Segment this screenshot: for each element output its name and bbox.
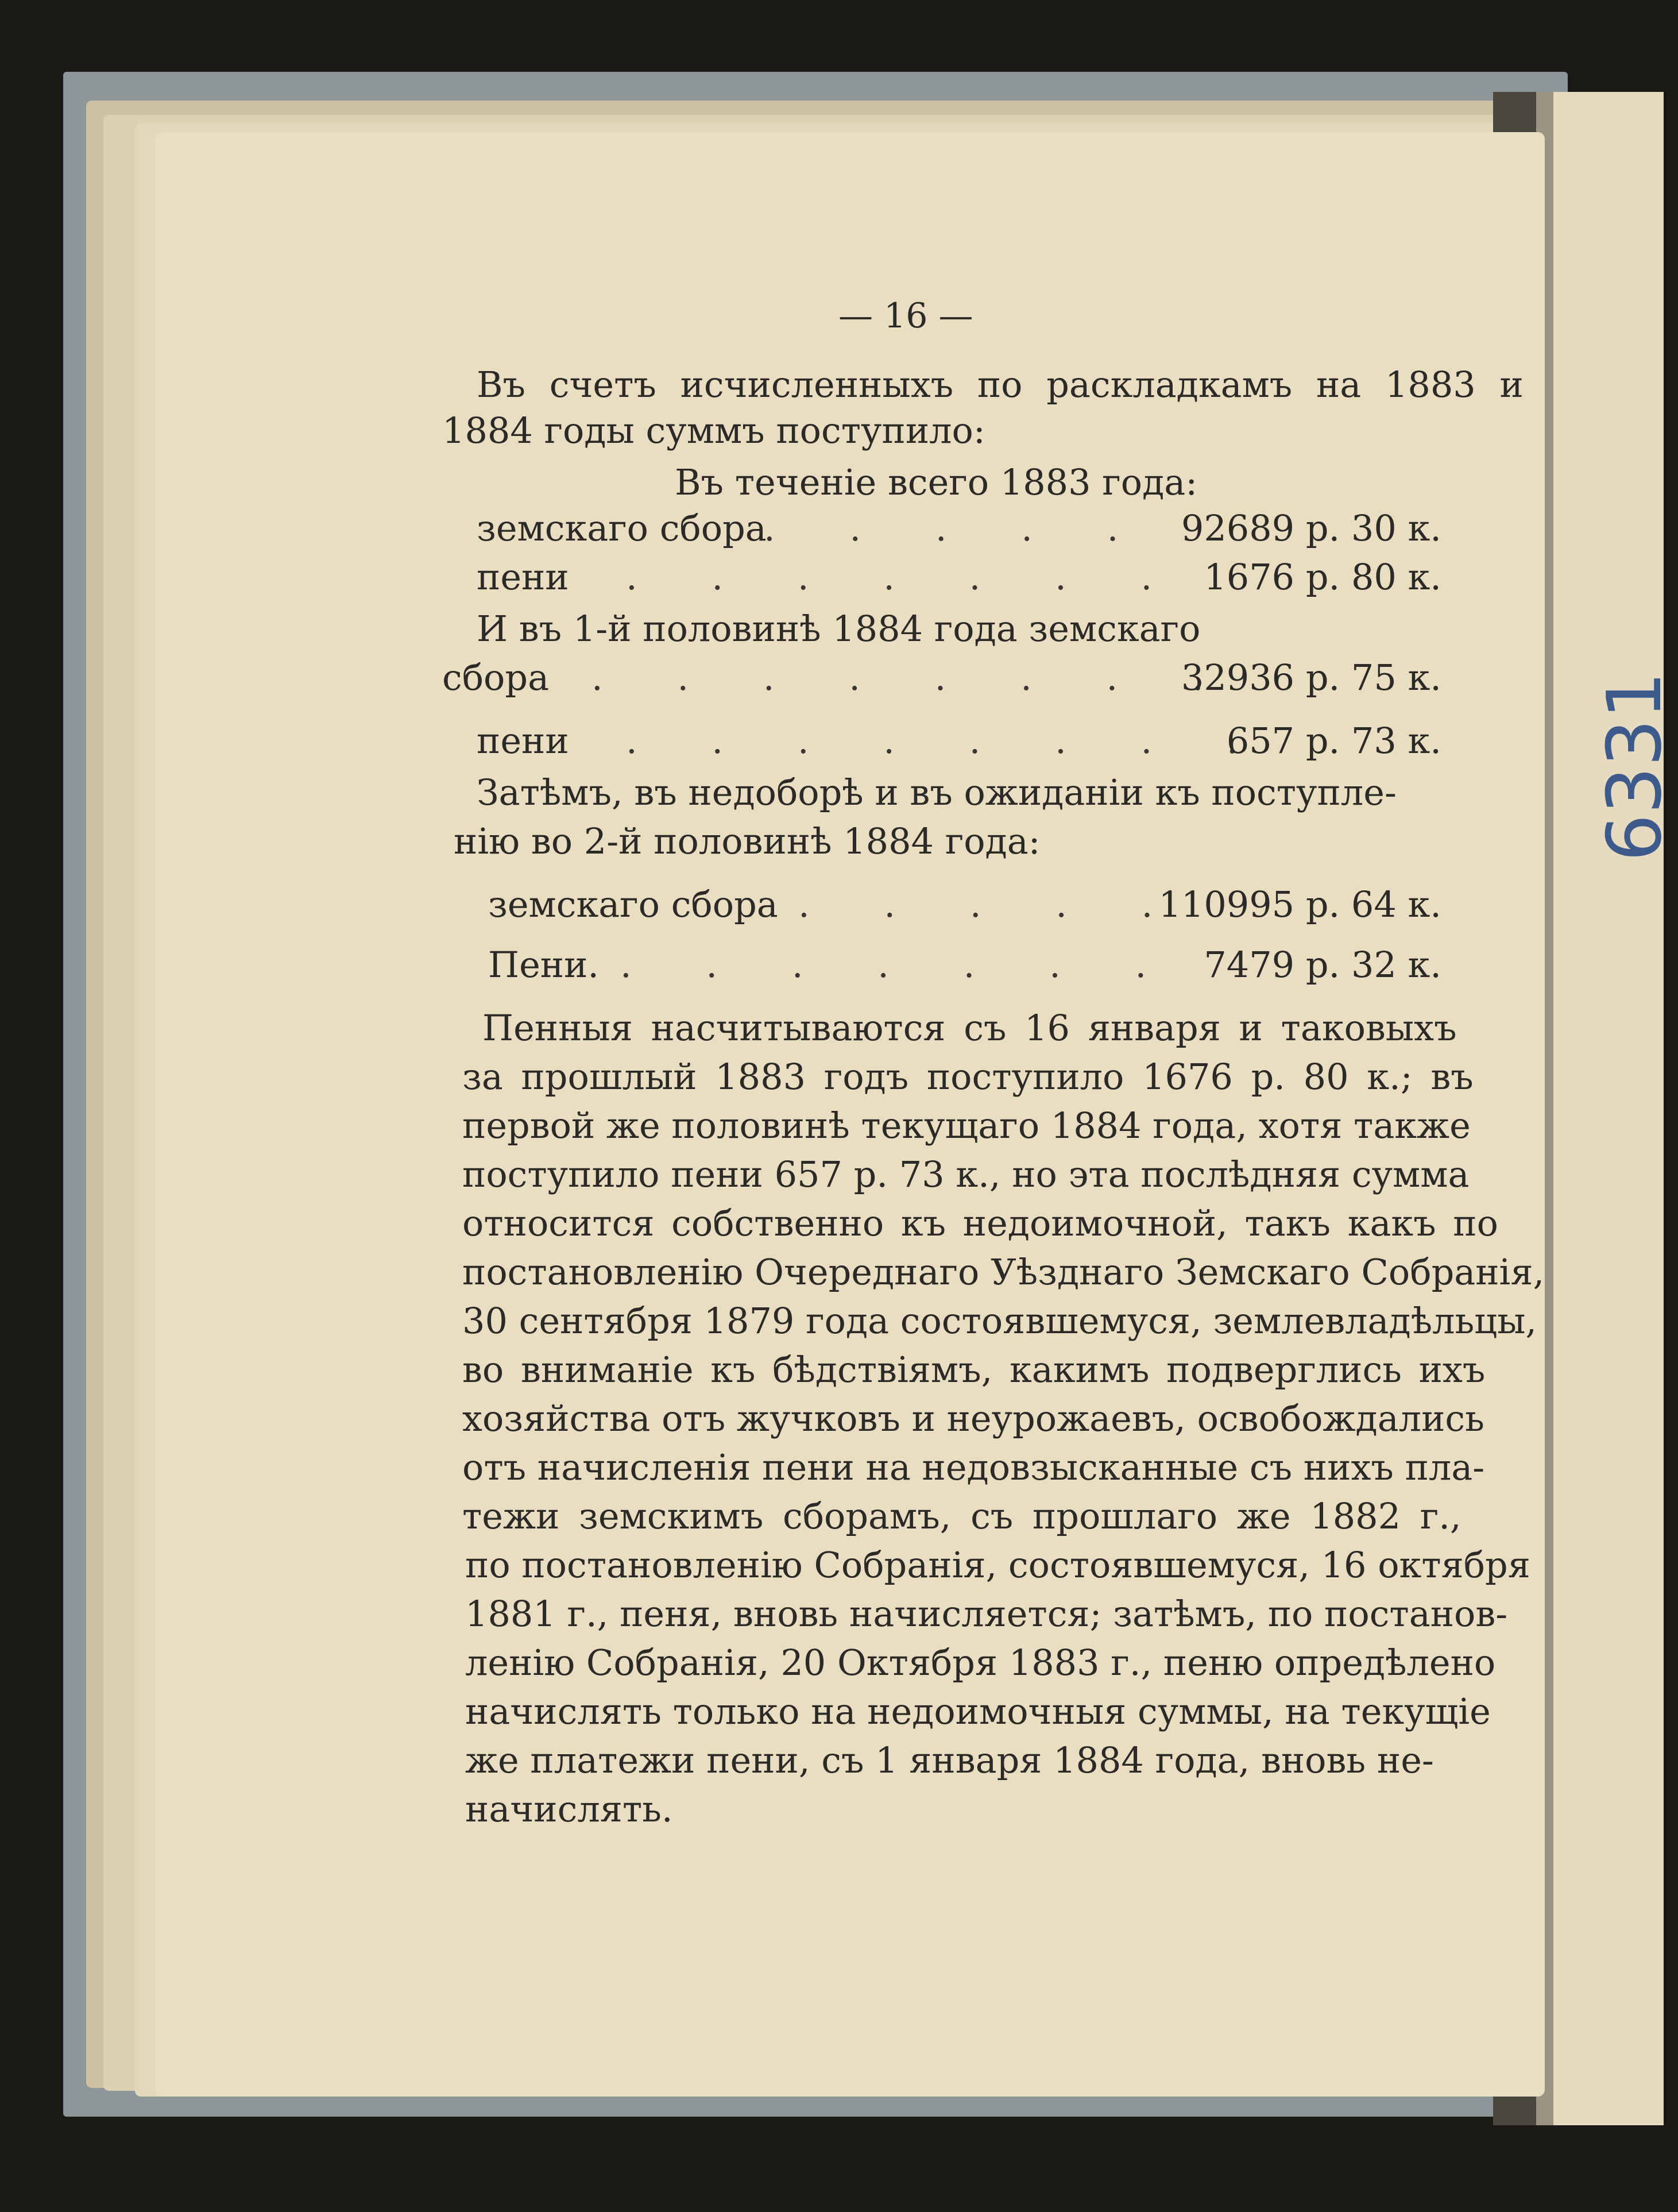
intro-line-2: 1884 годы суммъ поступило: <box>442 410 985 451</box>
leader-dots: . . . . . . . <box>626 556 1184 598</box>
paragraph-line: начислять. <box>465 1788 673 1830</box>
book-page <box>155 132 1545 2097</box>
row-amount: 32936 р. 75 к. <box>1181 657 1441 698</box>
row-label: пени <box>477 556 569 598</box>
paragraph-line: отъ начисленія пени на недовзысканные съ нихъ пла- <box>462 1446 1485 1488</box>
row-label: земскаго сбора <box>488 883 778 925</box>
paragraph-line: по постановленію Собранія, состоявшемуся, 16 октября <box>465 1544 1530 1586</box>
leader-dots: . . . . . <box>798 883 1185 925</box>
row-label: земскаго сбора <box>477 507 767 549</box>
leader-dots: . . . . . . . <box>620 944 1178 986</box>
paragraph-line: поступило пени 657 р. 73 к., но эта послѣдняя сумма <box>462 1153 1470 1195</box>
paragraph-line: ленію Собранія, 20 Октября 1883 г., пеню опредѣлено <box>465 1642 1496 1684</box>
intro-line-1: Въ счетъ исчисленныхъ по раскладкамъ на 1883 и <box>477 364 1524 406</box>
paragraph-line: во вниманіе къ бѣдствіямъ, какимъ подверглись ихъ <box>462 1349 1486 1391</box>
row-amount: 110995 р. 64 к. <box>1158 883 1441 925</box>
row-amount: 1676 р. 80 к. <box>1204 556 1441 598</box>
paragraph-line: первой же половинѣ текущаго 1884 года, хотя также <box>462 1105 1471 1146</box>
paragraph-line: же платежи пени, съ 1 января 1884 года, вновь не- <box>465 1739 1434 1781</box>
page-number: — 16 — <box>838 296 973 336</box>
section-1884-second-heading-1: Затѣмъ, въ недоборѣ и въ ожиданіи къ поступле- <box>477 771 1397 813</box>
leader-dots: . . . . . <box>764 507 1150 549</box>
section-1884-first-heading: И въ 1-й половинѣ 1884 года земскаго <box>477 608 1201 650</box>
paragraph-line: начислять только на недоимочныя суммы, на текущіе <box>465 1690 1491 1732</box>
section-1883-heading: Въ теченіе всего 1883 года: <box>675 461 1198 503</box>
paragraph-line: 1881 г., пеня, вновь начисляется; затѣмъ, по постанов- <box>465 1593 1508 1635</box>
paragraph-line: хозяйства отъ жучковъ и неурожаевъ, освобождались <box>462 1398 1484 1439</box>
row-label: сбора <box>442 657 550 698</box>
paragraph-line: тежи земскимъ сборамъ, съ прошлаго же 1882 г., <box>462 1495 1462 1537</box>
row-amount: 7479 р. 32 к. <box>1204 944 1441 986</box>
leader-dots: . . . . . . . . <box>591 657 1235 698</box>
row-amount: 657 р. 73 к. <box>1226 720 1441 762</box>
paragraph-line: за прошлый 1883 годъ поступило 1676 р. 80 к.; въ <box>462 1056 1474 1098</box>
paragraph-line: постановленію Очереднаго Уѣзднаго Земскаго Собранія, <box>462 1251 1545 1293</box>
leader-dots: . . . . . . . . <box>626 720 1270 762</box>
facing-page <box>1536 92 1664 2125</box>
row-amount: 92689 р. 30 к. <box>1181 507 1441 549</box>
row-label: пени <box>477 720 569 762</box>
paragraph-line: Пенныя насчитываются съ 16 января и таковыхъ <box>482 1007 1457 1049</box>
paragraph-line: относится собственно къ недоимочной, такъ какъ по <box>462 1202 1498 1244</box>
row-label: Пени. <box>488 944 600 986</box>
section-1884-second-heading-2: нію во 2-й половинѣ 1884 года: <box>454 820 1041 862</box>
paragraph-line: 30 сентября 1879 года состоявшемуся, землевладѣльцы, <box>462 1300 1537 1342</box>
handwritten-note: 6331 <box>1591 671 1678 862</box>
